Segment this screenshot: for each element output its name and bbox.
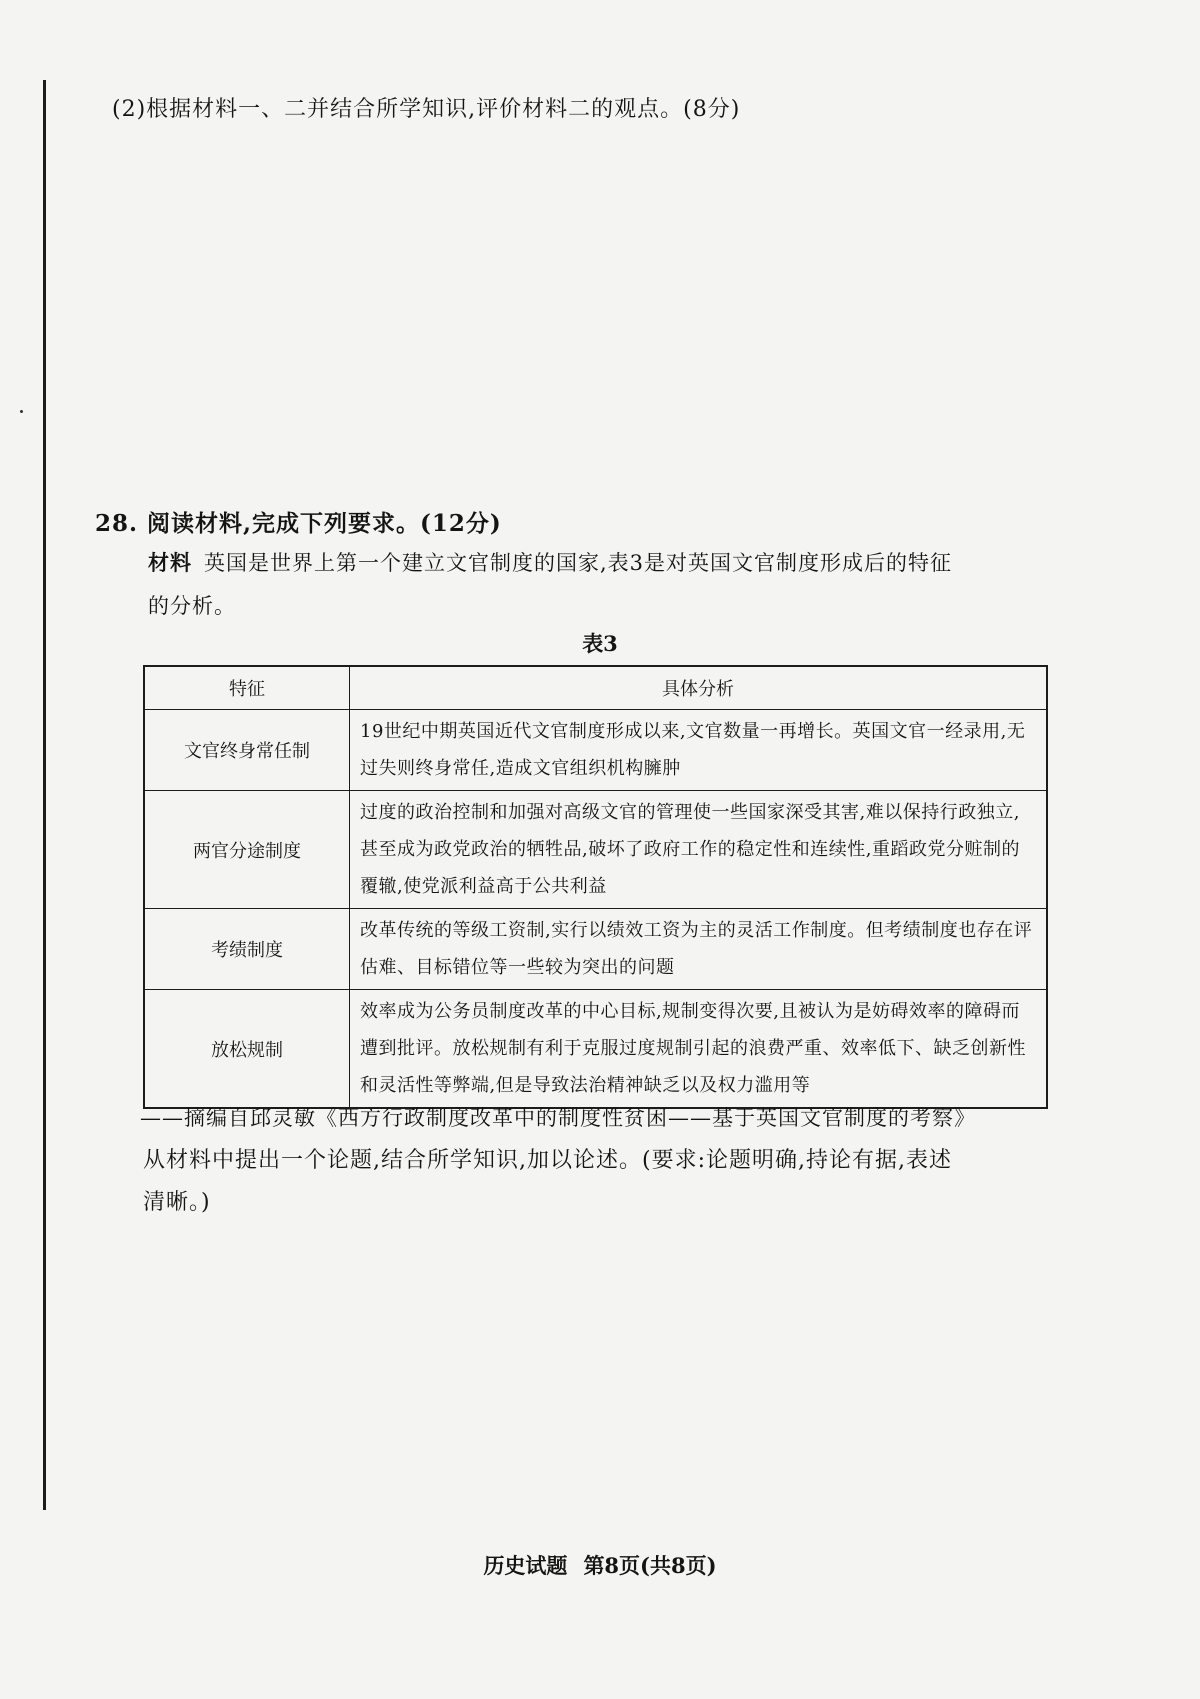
requirement-line-1: 从材料中提出一个论题,结合所学知识,加以论述。(要求:论题明确,持论有据,表述 [143,1148,952,1173]
header-feature: 特征 [144,666,350,710]
feature-cell: 文官终身常任制 [144,710,350,791]
feature-cell: 放松规制 [144,990,350,1109]
analysis-cell: 效率成为公务员制度改革的中心目标,规制变得次要,且被认为是妨碍效率的障碍而遭到批评。放松规制有利于克服过度规制引起的浪费严重、效率低下、缺乏创新性和灵活性等弊端,但是导致法治精神缺乏以及权力滥用等 [350,990,1048,1109]
footer-subject: 历史试题 [483,1553,568,1578]
analysis-cell: 过度的政治控制和加强对高级文官的管理使一些国家深受其害,难以保持行政独立,甚至成为政党政治的牺牲品,破坏了政府工作的稳定性和连续性,重蹈政党分赃制的覆辙,使党派利益高于公共利益 [350,791,1048,909]
analysis-cell: 改革传统的等级工资制,实行以绩效工资为主的灵活工作制度。但考绩制度也存在评估难、目标错位等一些较为突出的问题 [350,909,1048,990]
table-row [144,710,1047,791]
page-footer [0,1550,1200,1580]
table-row [144,791,1047,909]
question-27-part-2: (2)根据材料一、二并结合所学知识,评价材料二的观点。(8分) [112,97,741,122]
material-label: 材料 [148,550,192,575]
source-citation: ——摘编自邱灵敏《西方行政制度改革中的制度性贫困——基于英国文官制度的考察》 [140,1106,976,1130]
feature-cell: 考绩制度 [144,909,350,990]
material-text: 英国是世界上第一个建立文官制度的国家,表3是对英国文官制度形成后的特征 [204,551,953,575]
civil-service-table [143,665,1048,1109]
table-row [144,909,1047,990]
requirement-line-2: 清晰。) [143,1190,211,1215]
material-paragraph-line-1 [148,547,952,577]
binding-margin-line [43,80,46,1510]
table-title: 表3 [582,631,618,656]
scan-speck [20,410,23,413]
table-header-row [144,666,1047,710]
table-row [144,990,1047,1109]
header-analysis: 具体分析 [350,666,1048,710]
material-paragraph-line-2: 的分析。 [148,594,236,618]
question-28-heading: 28. 阅读材料,完成下列要求。(12分) [95,510,502,537]
analysis-cell: 19世纪中期英国近代文官制度形成以来,文官数量一再增长。英国文官一经录用,无过失则终身常任,造成文官组织机构臃肿 [350,710,1048,791]
footer-page-number: 第8页(共8页) [583,1553,717,1578]
feature-cell: 两官分途制度 [144,791,350,909]
